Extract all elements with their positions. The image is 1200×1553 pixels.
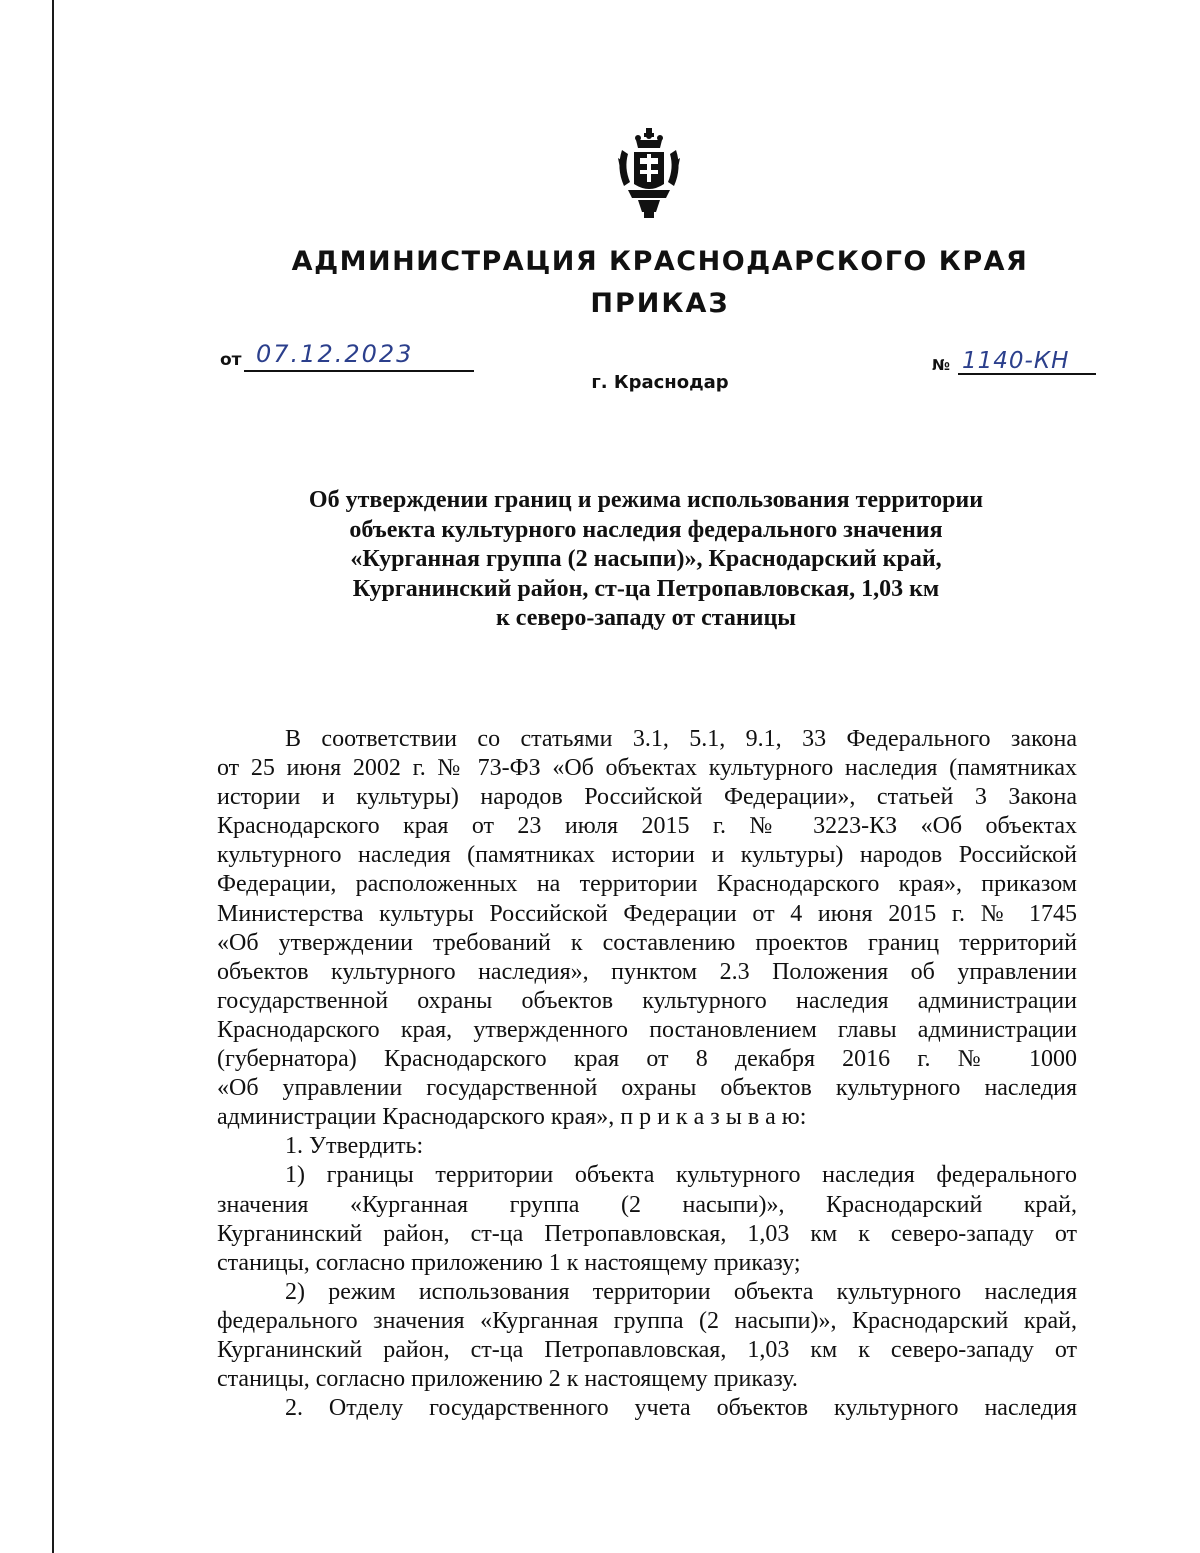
body-line: (губернатора) Краснодарского края от 8 декабря 2016 г. № 1000 [217,1046,1077,1073]
subject-line: Об утверждении границ и режима использования территории [308,487,984,513]
body-line: Курганинский район, ст-ца Петропавловская, 1,03 км к северо-западу от [217,1220,1077,1247]
body-line: 1) границы территории объекта культурного наследия федерального [285,1162,1077,1189]
body-line: федерального значения «Курганная группа (2 насыпи)», Краснодарский край, [217,1307,1077,1334]
body-line: администрации Краснодарского края», п р и к а з ы в а ю: [217,1104,807,1131]
handwritten-date: 07.12.2023 [256,340,414,368]
body-line: станицы, согласно приложению 2 к настоящему приказу. [217,1366,798,1393]
body-line: от 25 июня 2002 г. № 73-ФЗ «Об объектах культурного наследия (памятниках [217,755,1077,782]
body-line: значения «Курганная группа (2 насыпи)», Краснодарский край, [217,1191,1077,1218]
body-line: культурного наследия (памятниках истории и культуры) народов Российской [217,842,1077,869]
body-line: Министерства культуры Российской Федерации от 4 июня 2015 г. № 1745 [217,900,1077,927]
subject-line: к северо-западу от станицы [495,605,797,631]
body-line: «Об управлении государственной охраны объектов культурного наследия [217,1075,1077,1102]
body-line: Курганинский район, ст-ца Петропавловская, 1,03 км к северо-западу от [217,1336,1077,1363]
organization-title: АДМИНИСТРАЦИЯ КРАСНОДАРСКОГО КРАЯ [291,246,1029,277]
body-line: станицы, согласно приложению 1 к настоящему приказу; [217,1249,801,1276]
coat-of-arms-emblem [614,128,684,220]
body-line: Краснодарского края от 23 июля 2015 г. № 3223-КЗ «Об объектах [217,813,1077,840]
document-body [217,725,1077,1423]
document-subject [240,486,1052,634]
body-line: 2) режим использования территории объекта культурного наследия [285,1278,1077,1305]
scan-edge-line [52,0,54,1553]
body-line: государственной охраны объектов культурного наследия администрации [217,987,1077,1014]
body-line: В соответствии со статьями 3.1, 5.1, 9.1, 33 Федерального закона [285,726,1077,752]
city-name: г. Краснодар [591,372,729,393]
date-label: от [220,350,242,370]
body-line: 2. Отделу государственного учета объектов культурного наследия [285,1395,1077,1422]
subject-line: объекта культурного наследия федерального значения [349,516,943,543]
number-label: № [932,356,951,374]
subject-line: Курганинский район, ст-ца Петропавловская, 1,03 км [352,575,940,602]
body-line: «Об утверждении требований к составлению проектов границ территорий [217,929,1077,956]
document-type: ПРИКАЗ [590,288,730,319]
body-line: Краснодарского края, утвержденного постановлением главы администрации [217,1016,1077,1043]
subject-line: «Курганная группа (2 насыпи)», Краснодарский край, [350,546,942,572]
body-line: объектов культурного наследия», пунктом 2.3 Положения об управлении [217,958,1077,985]
body-line: 1. Утвердить: [285,1133,424,1160]
body-line: истории и культуры) народов Российской Федерации», статьей 3 Закона [217,784,1077,811]
body-line: Федерации, расположенных на территории Краснодарского края», приказом [217,871,1077,898]
handwritten-number: 1140-КН [962,348,1070,374]
